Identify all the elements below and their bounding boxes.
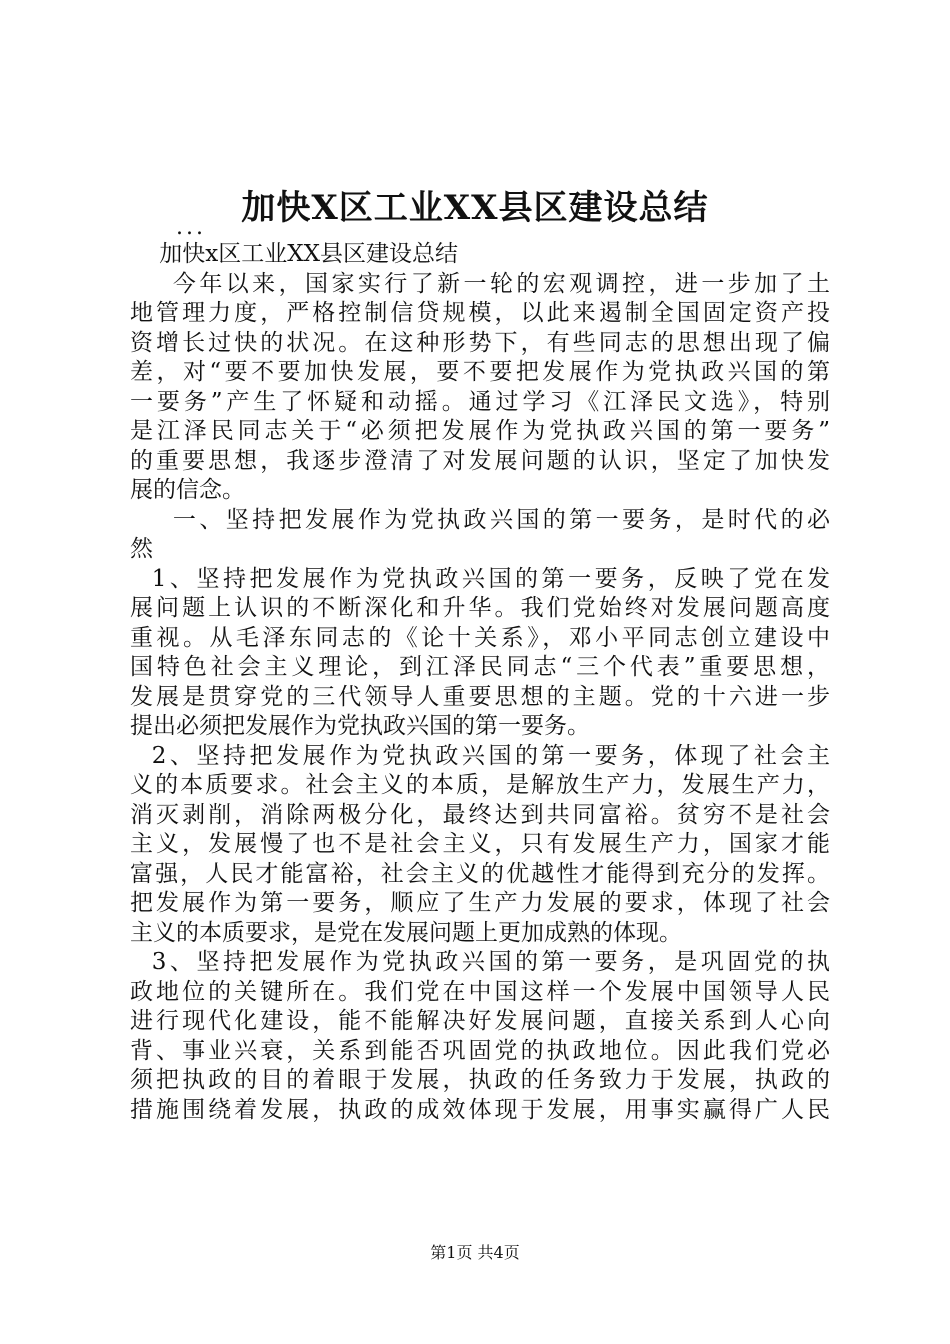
body-line: 须把执政的目的着眼于发展，执政的任务致力于发展，执政的 (130, 1067, 830, 1093)
body-line: 把发展作为第一要务，顺应了生产力发展的要求，体现了社会 (130, 890, 830, 916)
body-line: 然 (130, 536, 153, 562)
body-line: 1、坚持把发展作为党执政兴国的第一要务，反映了党在发 (130, 565, 830, 592)
body-line: 一要务”产生了怀疑和动摇。通过学习《江泽民文选》，特别 (130, 388, 830, 415)
body-line: 措施围绕着发展，执政的成效体现于发展，用事实赢得广人民 (130, 1096, 830, 1123)
body-line: 3、坚持把发展作为党执政兴国的第一要务，是巩固党的执 (130, 949, 830, 975)
ellipsis-mark: ... (176, 215, 206, 240)
body-line: 进行现代化建设，能不能解决好发展问题，直接关系到人心向 (130, 1008, 830, 1034)
body-line: 资增长过快的状况。在这种形势下，有些同志的思想出现了偏 (130, 329, 830, 356)
body-line: 地管理力度，严格控制信贷规模，以此来遏制全国固定资产投 (130, 300, 830, 326)
body-line: 发展是贯穿党的三代领导人重要思想的主题。党的十六进一步 (130, 683, 830, 710)
body-line: 今年以来，国家实行了新一轮的宏观调控，进一步加了土 (130, 270, 830, 297)
body-line: 展的信念。 (130, 477, 245, 503)
body-line: 政地位的关键所在。我们党在中国这样一个发展中国领导人民 (130, 978, 830, 1005)
body-line: 富强，人民才能富裕，社会主义的优越性才能得到充分的发挥。 (130, 860, 830, 887)
body-line: 重视。从毛泽东同志的《论十关系》，邓小平同志创立建设中 (130, 624, 830, 651)
body-line: 差，对“要不要加快发展，要不要把发展作为党执政兴国的第 (130, 359, 830, 385)
body-line: 背、事业兴衰，关系到能否巩固党的执政地位。因此我们党必 (130, 1037, 830, 1064)
body-line: 展问题上认识的不断深化和升华。我们党始终对发展问题高度 (130, 595, 830, 621)
page-footer: 第1页 共4页 (430, 1243, 520, 1262)
body-line: 2、坚持把发展作为党执政兴国的第一要务，体现了社会主 (130, 742, 830, 769)
body-line: 消灭剥削，消除两极分化，最终达到共同富裕。贫穷不是社会 (130, 801, 830, 828)
body-line: 主义，发展慢了也不是社会主义，只有发展生产力，国家才能 (130, 831, 830, 857)
body-line: 义的本质要求。社会主义的本质，是解放生产力，发展生产力， (130, 772, 830, 798)
body-line: 国特色社会主义理论，到江泽民同志“三个代表”重要思想， (130, 654, 830, 680)
body-line: 提出必须把发展作为党执政兴国的第一要务。 (130, 713, 590, 739)
body-line: 主义的本质要求，是党在发展问题上更加成熟的体现。 (130, 919, 682, 946)
body-line: 一、坚持把发展作为党执政兴国的第一要务，是时代的必 (130, 506, 830, 533)
document-body (130, 240, 830, 1125)
document-title: 加快X区工业XX县区建设总结 (241, 188, 709, 228)
body-line: 的重要思想，我逐步澄清了对发展问题的认识，坚定了加快发 (130, 447, 830, 474)
body-line: 是江泽民同志关于“必须把发展作为党执政兴国的第一要务” (130, 418, 830, 444)
body-line: 加快x区工业XX县区建设总结 (130, 241, 458, 267)
